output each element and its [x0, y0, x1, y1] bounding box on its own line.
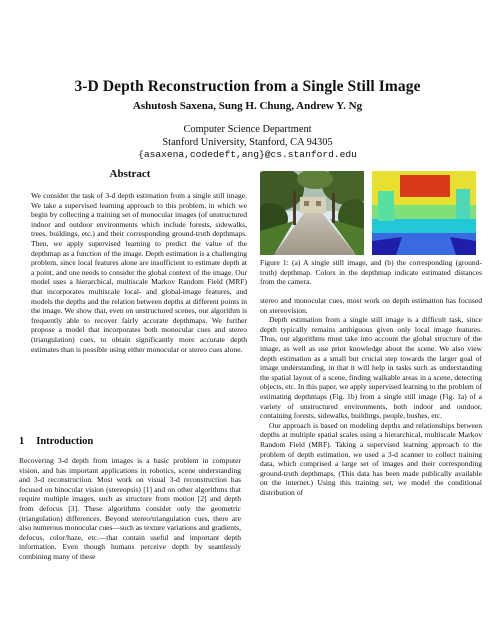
abstract-text: We consider the task of 3-d depth estimation from a single still image. We take a supervised learning approach to this problem, in which we begin by collecting a training set of monocular images (of unstructured indoor and outdoor environments which include forests, sidewalks, trees, buildings, etc.) and their corresponding ground-truth depthmaps. Then, we apply supervised learning to predict the value of the depthmap as a function of the image. Depth estimation is a challenging problem, since local features alone are insufficient to estimate depth at a point, and one needs to consider the global context of the image. Our model uses a hierarchical, multiscale Markov Random Field (MRF) that incorporates multiscale local- and global-image features, and models the depths and the relation between depths at different points in the image. We show that, even on unstructured scenes, our algorithm is frequently able to recover fairly accurate depthmaps. We further propose a model that incorporates both monocular cues and stereo (triangulation) cues, to obtain significantly more accurate depth estimates than is possible using either monocular or stereo cues alone. [31, 191, 247, 354]
right-paragraph-3: Our approach is based on modeling depths and relationships between depths at multiple spatial scales using a hierarchical, multiscale Markov Random Field (MRF). Taking a supervised learning approach to the problem of depth estimation, we used a 3-d scanner to collect training data, which comprised a large set of images and their corresponding ground-truth depthmaps. (This data has been made publically available on the internet.) Using this training set, we model the conditional distribution of [260, 420, 482, 497]
figure-1 [260, 171, 480, 255]
section-number: 1 [19, 436, 25, 447]
depth-farthest-region [400, 175, 450, 197]
paper-title: 3-D Depth Reconstruction from a Single Still Image [74, 78, 421, 95]
depth-mid-band [372, 219, 476, 233]
author-emails: {asaxena,codedeft,ang}@cs.stanford.edu [138, 149, 357, 160]
figure-caption: Figure 1: (a) A single still image, and (b) the corresponding (ground-truth) depthmap. Colors in the depthmap indicate estimated distances from the camera. [260, 258, 482, 287]
affiliation-block [0, 124, 495, 162]
right-column-text [260, 296, 482, 497]
abstract-heading: Abstract [109, 168, 151, 180]
depthmap-image [372, 171, 476, 255]
right-paragraph-1: stereo and monocular cues, most work on depth estimation has focused on stereovision. [260, 296, 482, 315]
affiliation-university: Stanford University, Stanford, CA 94305 [162, 136, 333, 148]
depth-tree-left [378, 191, 394, 221]
section-title: Introduction [36, 436, 94, 447]
right-paragraph-2: Depth estimation from a single still image is a difficult task, since depth typically remains ambiguous given only local image features. Thus, our algorithms must take into account the global structure of the image, as well as use prior knowledge about the scene. We also view depth estimation as a small but crucial step towards the larger goal of image understanding, in that it will help in tasks such as understanding the spatial layout of a scene, finding walkable areas in a scene, detecting objects, etc. In this paper, we apply supervised learning to the problem of estimating depthmaps (Fig. 1b) from a single still image (Fig. 1a) of a variety of unstructured environments, both indoor and outdoor, containing forests, sidewalks, buildings, people, bushes, etc. [260, 315, 482, 421]
intro-paragraph: Recovering 3-d depth from images is a basic problem in computer vision, and has important applications in robotics, scene understanding and 3-d reconstruction. Most work on visual 3-d reconstruction has focused on binocular vision (stereopsis) [1] and on other algorithms that require multiple images, such as structure from motion [2] and depth from defocus [3]. These algorithms consider only the geometric (triangulation) differences. Beyond stereo/triangulation cues, there are also numerous monocular cues—such as texture variations and gradients, defocus, color/haze, etc.—that contain useful and important depth information. Even though humans perceive depth by seamlessly combining many of these [19, 456, 241, 561]
affiliation-dept: Computer Science Department [183, 124, 312, 135]
still-image-photo [260, 171, 364, 255]
introduction-text [19, 456, 241, 562]
depth-tree-right [456, 189, 470, 219]
author-list: Ashutosh Saxena, Sung H. Chung, Andrew Y. Ng [132, 100, 363, 112]
section-heading [19, 436, 93, 447]
